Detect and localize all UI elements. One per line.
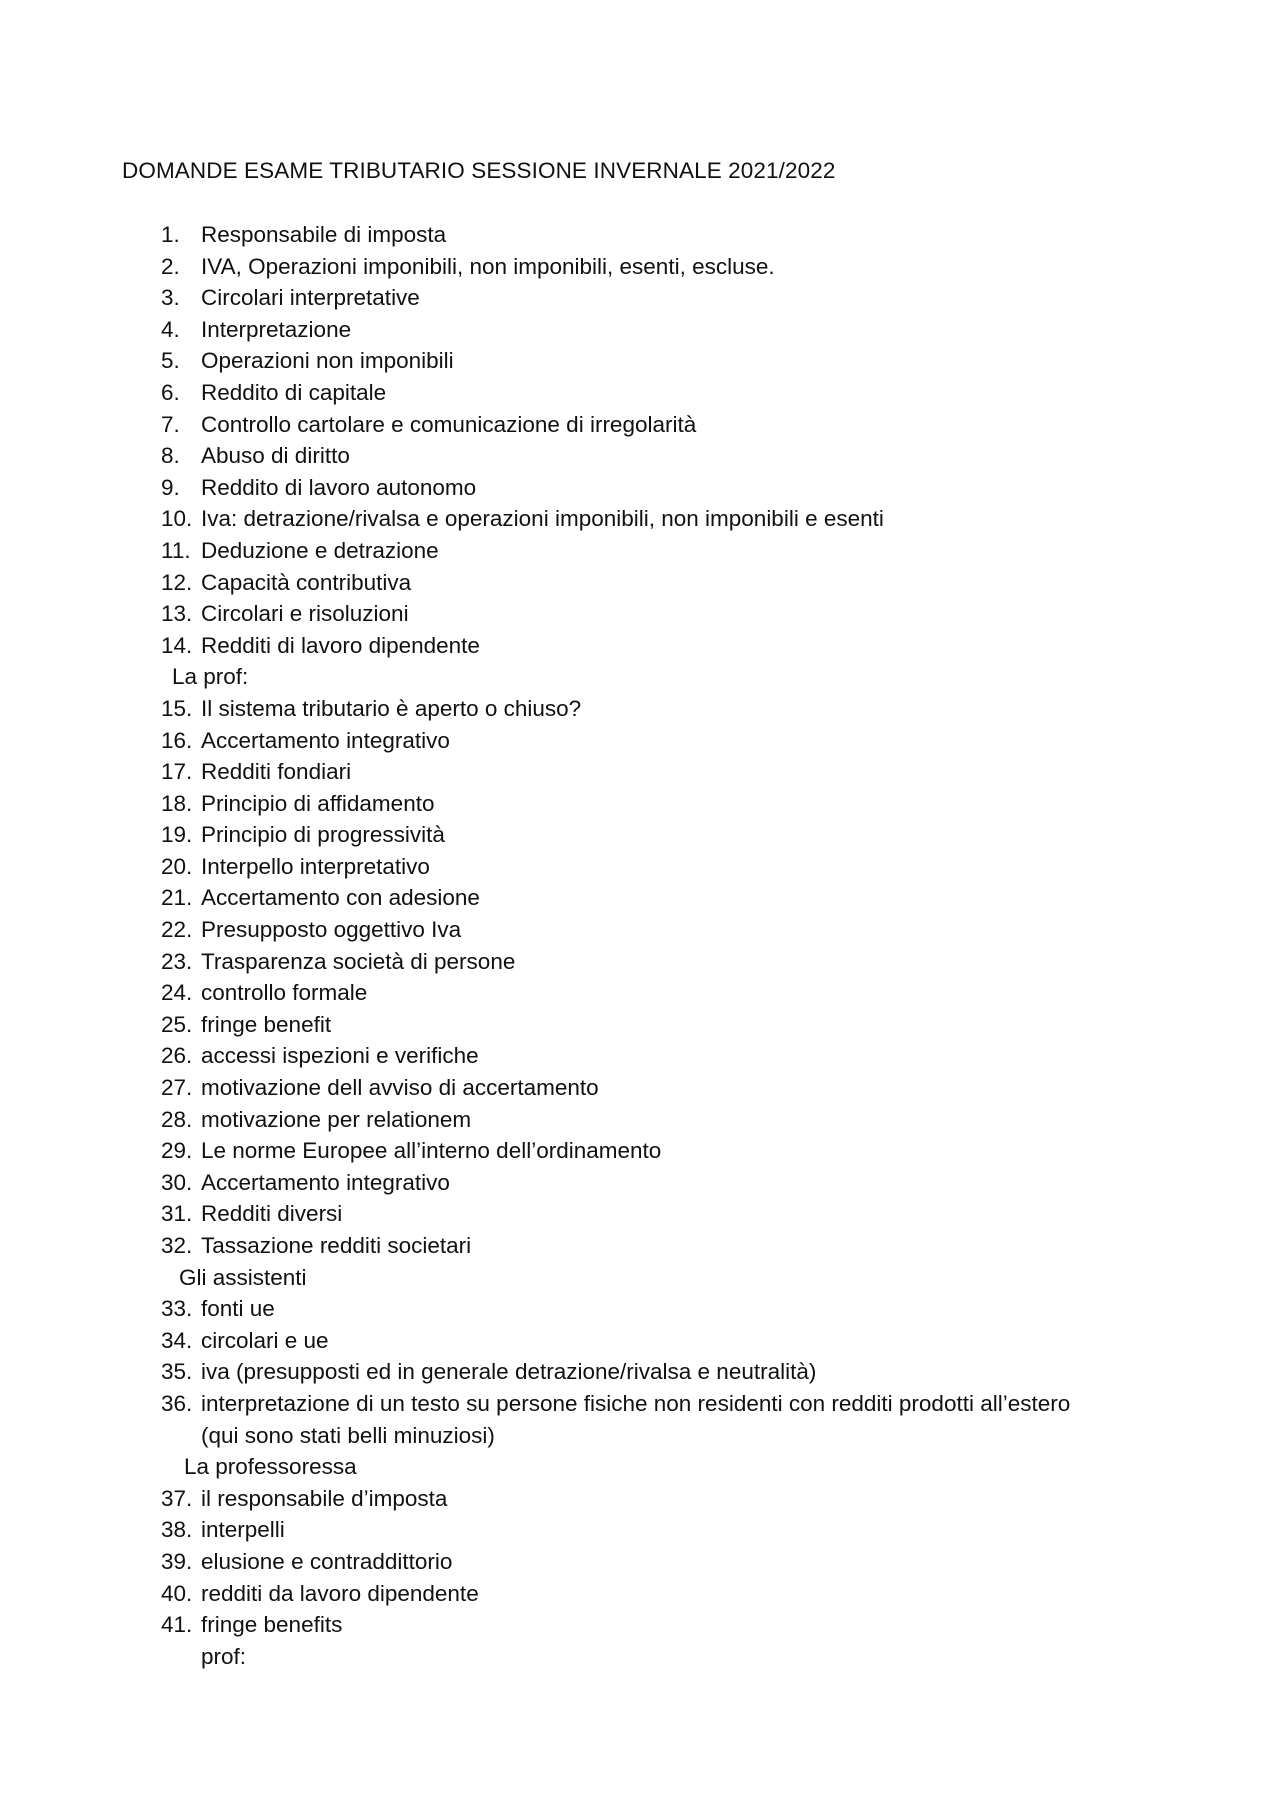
list-item [0,1388,1280,1420]
list-item-number: 21. [161,885,193,911]
list-item-number: 30. [161,1169,193,1195]
list-item [0,1293,1280,1325]
list-item-text: Interpretazione [201,316,352,342]
section-note-text: La professoressa [184,1454,357,1480]
list-item-text: Accertamento con adesione [201,885,480,911]
list-item-number: 14. [161,632,193,658]
list-item-number: 31. [161,1201,193,1227]
list-item-number: 36. [161,1390,193,1416]
list-item [0,440,1280,472]
list-item-text: interpretazione di un testo su persone fisiche non residenti con redditi prodotti all’estero [201,1390,1071,1416]
list-item-number: 4. [161,316,180,342]
list-item-number: 38. [161,1517,193,1543]
list-item-number: 22. [161,917,193,943]
list-item-text: Controllo cartolare e comunicazione di irregolarità [201,411,697,437]
list-item-text: Le norme Europee all’interno dell’ordinamento [201,1138,662,1164]
list-item-number: 27. [161,1075,193,1101]
list-item-number: 16. [161,727,193,753]
list-item-number: 18. [161,790,193,816]
list-item-number: 7. [161,411,180,437]
list-item-number: 26. [161,1043,193,1069]
list-item [0,788,1280,820]
list-item-number: 13. [161,601,193,627]
list-item-number: 25. [161,1011,193,1037]
list-item-text: redditi da lavoro dipendente [201,1580,479,1606]
list-item-text: interpelli [201,1517,285,1543]
list-item-text: Circolari e risoluzioni [201,601,409,627]
list-item-text: controllo formale [201,980,368,1006]
list-item-text: Redditi di lavoro dipendente [201,632,480,658]
list-item [0,1609,1280,1641]
list-item [0,1009,1280,1041]
list-item-number: 6. [161,379,180,405]
list-item-number: 32. [161,1233,193,1258]
list-item [0,756,1280,788]
list-item [0,282,1280,314]
list-item [0,535,1280,567]
list-item [0,1040,1280,1072]
list-item [0,377,1280,409]
list-item-text: Reddito di lavoro autonomo [201,474,477,500]
list-item-text: Redditi diversi [201,1201,343,1227]
list-item-number: 1. [161,222,180,247]
list-item [0,1230,1280,1262]
list-item [0,503,1280,535]
list-item [0,1135,1280,1167]
list-item-text: accessi ispezioni e verifiche [201,1043,479,1069]
list-item [0,1483,1280,1515]
list-item-number: 5. [161,348,180,374]
list-item-number: 24. [161,980,193,1006]
list-item-text: Il sistema tributario è aperto o chiuso? [201,695,582,721]
list-item-number: 9. [161,474,180,500]
list-item-text: iva (presupposti ed in generale detrazione/rivalsa e neutralità) [201,1359,817,1385]
list-item-text: Interpello interpretativo [201,853,430,879]
list-item-number: 41. [161,1612,193,1638]
list-item [0,1072,1280,1104]
list-item-text: Accertamento integrativo [201,1169,450,1195]
list-item-text: Principio di affidamento [201,790,435,816]
list-item-number: 39. [161,1548,193,1574]
list-item [0,914,1280,946]
section-note-text: La prof: [172,664,249,690]
list-item-text: Tassazione redditi societari [201,1233,472,1258]
list-item-text: IVA, Operazioni imponibili, non imponibili, esenti, escluse. [201,253,775,279]
list-item-number: 34. [161,1327,193,1353]
list-item-number: 10. [161,506,193,532]
section-note [0,1262,1280,1294]
list-item-text: Accertamento integrativo [201,727,450,753]
list-item [0,409,1280,441]
list-item-number: 20. [161,853,193,879]
list-item [0,725,1280,757]
list-item-text: Principio di progressività [201,822,445,848]
list-item [0,1198,1280,1230]
list-item-text: Abuso di diritto [201,443,350,469]
list-item [0,1325,1280,1357]
list-item [0,567,1280,599]
list-item [0,946,1280,978]
continuation-text: prof: [201,1643,247,1669]
list-item-text: Trasparenza società di persone [201,948,516,974]
list-item-text: motivazione dell avviso di accertamento [201,1075,599,1101]
list-item [0,882,1280,914]
list-item-text: fringe benefits [201,1612,343,1638]
list-item-number: 8. [161,443,180,469]
list-item [0,1356,1280,1388]
list-item-text: il responsabile d’imposta [201,1485,448,1511]
list-item-text: Operazioni non imponibili [201,348,454,374]
list-item-text: Presupposto oggettivo Iva [201,917,462,943]
list-item [0,1167,1280,1199]
list-item-number: 15. [161,695,193,721]
list-item [0,1546,1280,1578]
list-item [0,851,1280,883]
list-item-continuation [0,1420,1280,1452]
list-item-continuation [0,1641,1280,1673]
list-item-number: 37. [161,1485,193,1511]
list-item [0,1104,1280,1136]
list-item-number: 40. [161,1580,193,1606]
list-item-text: fringe benefit [201,1011,332,1037]
list-item [0,693,1280,725]
list-item-text: Capacità contributiva [201,569,412,595]
question-list [0,219,1280,1672]
list-item [0,472,1280,504]
list-item [0,345,1280,377]
list-item-text: Responsabile di imposta [201,222,447,247]
list-item-text: Circolari interpretative [201,285,420,311]
list-item-number: 28. [161,1106,193,1132]
list-item-text: Deduzione e detrazione [201,537,439,563]
list-item-number: 33. [161,1296,193,1322]
list-item [0,219,1280,251]
list-item-number: 12. [161,569,193,595]
list-item-text: motivazione per relationem [201,1106,472,1132]
list-item [0,819,1280,851]
list-item [0,314,1280,346]
list-item-text: Iva: detrazione/rivalsa e operazioni imponibili, non imponibili e esenti [201,506,884,532]
list-item-number: 11. [161,537,191,563]
list-item-text: fonti ue [201,1296,275,1322]
list-item-text: Reddito di capitale [201,379,387,405]
list-item-number: 17. [161,759,193,785]
section-note-text: Gli assistenti [179,1264,307,1290]
list-item [0,1578,1280,1610]
list-item [0,598,1280,630]
list-item-number: 19. [161,822,193,848]
list-item-number: 23. [161,948,193,974]
list-item-number: 3. [161,285,180,311]
list-item [0,1514,1280,1546]
document-title: DOMANDE ESAME TRIBUTARIO SESSIONE INVERNALE 2021/2022 [122,158,836,183]
list-item-text: elusione e contraddittorio [201,1548,453,1574]
list-item [0,977,1280,1009]
list-item-text: circolari e ue [201,1327,329,1353]
list-item [0,251,1280,283]
list-item-number: 2. [161,253,180,279]
section-note [0,661,1280,693]
list-item-number: 35. [161,1359,193,1385]
list-item-number: 29. [161,1138,193,1164]
list-item [0,630,1280,662]
continuation-text: (qui sono stati belli minuziosi) [201,1422,495,1448]
section-note [0,1451,1280,1483]
list-item-text: Redditi fondiari [201,759,352,785]
